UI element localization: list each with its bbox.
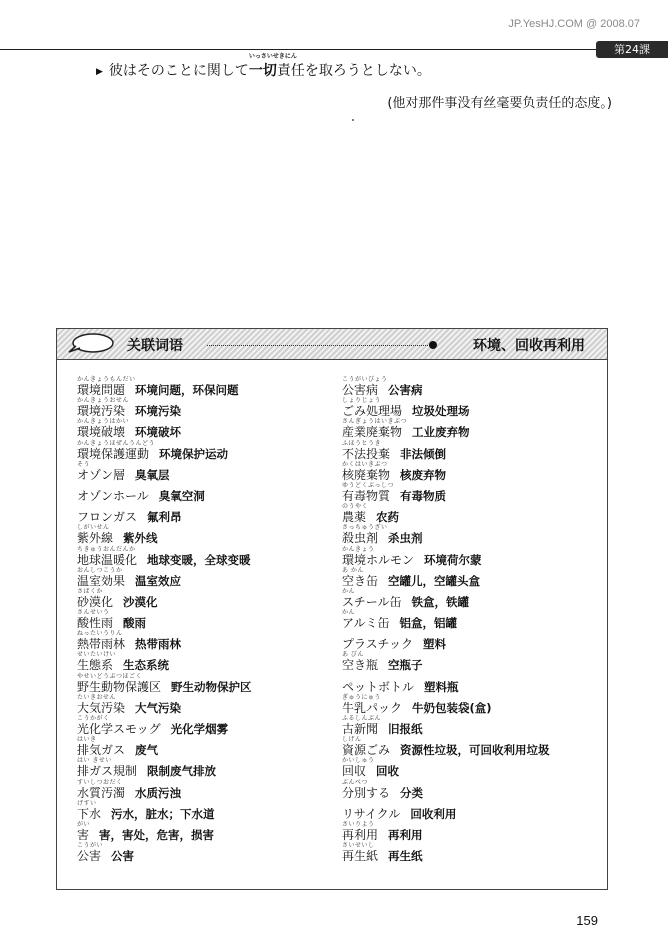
vocab-meaning: 回收利用: [410, 806, 457, 821]
vocab-topic: 环境、回收再利用: [473, 338, 585, 354]
vocab-word: 環境問題: [77, 383, 126, 397]
vocab-entry: [342, 589, 602, 610]
example-reading: いっさいせきにん: [248, 53, 297, 60]
vocab-entry: [342, 758, 602, 779]
vocab-entry: [342, 398, 602, 419]
vocab-reading: かんきょうほぜんうんどう: [77, 439, 156, 447]
vocab-reading: さっちゅうざい: [342, 524, 388, 532]
vocab-word: 資源ごみ: [342, 743, 391, 758]
header-rule: [0, 49, 596, 50]
vocab-word: 分別する: [342, 785, 391, 800]
vocab-word: 環境保護運動: [77, 446, 150, 461]
vocab-word: 温室効果: [77, 573, 126, 588]
vocab-meaning: 空罐儿，空罐头盒: [388, 573, 481, 588]
vocab-meaning: 光化学烟雾: [170, 722, 229, 736]
vocab-meaning: 再利用: [388, 827, 423, 842]
vocab-entry: [342, 695, 602, 716]
vocab-entry: [342, 377, 602, 398]
vocab-entry: [77, 737, 332, 758]
vocab-reading: かんきょうはかい: [77, 418, 130, 426]
vocab-word: 大気汚染: [77, 700, 126, 715]
page-number: 159: [576, 913, 598, 928]
vocab-meaning: 环境问题，环保问题: [135, 383, 239, 397]
vocab-meaning: 分类: [400, 785, 424, 800]
vocab-reading: かくはいきぶつ: [342, 460, 388, 468]
vocab-word: リサイクル: [342, 806, 401, 821]
vocab-meaning: 酸雨: [123, 616, 147, 631]
vocab-meaning: 环境荷尔蒙: [424, 552, 482, 567]
vocab-meaning: 旧报纸: [388, 722, 423, 736]
vocab-reading: しょりじょう: [342, 397, 382, 405]
vocab-entry: [342, 462, 602, 483]
example-after: 責任を取ろうとしない。: [276, 63, 431, 79]
vocab-meaning: 核废弃物: [400, 467, 447, 482]
vocab-reading: こうがい: [77, 842, 104, 850]
vocab-word: ペットボトル: [342, 679, 415, 694]
vocab-entry: [77, 568, 332, 589]
vocab-entry: [342, 441, 602, 462]
vocab-meaning: 再生纸: [388, 849, 423, 864]
vocab-reading: やせいどうぶつほごく: [77, 672, 143, 680]
vocab-meaning: 氟利昂: [147, 510, 182, 525]
vocab-meaning: 废气: [135, 743, 159, 758]
vocab-reading: さいせいし: [342, 842, 375, 850]
vocab-meaning: 公害病: [388, 383, 423, 397]
vocab-entry: [77, 589, 332, 610]
vocab-meaning: 牛奶包装袋(盒): [412, 700, 492, 715]
vocab-entry: [342, 716, 602, 737]
vocab-word: 殺虫剤: [342, 531, 379, 546]
vocab-word: アルミ缶: [342, 616, 390, 631]
vocab-reading: かんきょうおせん: [77, 397, 129, 405]
vocab-title: 关联词语: [127, 338, 183, 354]
vocab-entry: [342, 843, 602, 864]
vocab-reading: さいりよう: [342, 820, 375, 828]
vocab-word: 古新聞: [342, 722, 379, 736]
vocab-word: 光化学スモッグ: [77, 722, 161, 736]
vocab-reading: ぶんべつ: [342, 778, 368, 786]
vocab-reading: しげん: [342, 736, 362, 744]
vocab-entry: [342, 737, 602, 758]
vocab-column-left: [77, 377, 332, 864]
vocab-entry: [342, 652, 602, 673]
vocab-word: オゾン層: [77, 467, 126, 482]
vocab-reading: ふほうとうき: [342, 439, 382, 447]
vocab-header: [57, 329, 607, 360]
bullet-icon: ▶: [96, 67, 103, 77]
vocab-entry: [77, 441, 332, 462]
example-before: 彼はそのことに関して: [108, 63, 249, 79]
vocab-word: 害: [77, 827, 90, 842]
vocab-word: 排ガス規制: [77, 764, 138, 779]
vocab-reading: さんせいう: [77, 609, 110, 617]
lesson-tab: 第24課: [596, 41, 668, 58]
vocab-reading: かいしゅう: [342, 757, 375, 765]
example-emphasis: いっさいせきにん 一切: [248, 53, 297, 79]
vocab-word: 産業廃棄物: [342, 425, 403, 440]
vocab-meaning: 水质污浊: [135, 785, 182, 800]
vocab-entry: [77, 419, 332, 440]
vocab-entry: [77, 377, 332, 398]
vocab-meaning: 铝盒，铝罐: [399, 616, 458, 631]
vocab-reading: かん: [342, 587, 356, 595]
vocab-reading: あ びん: [342, 651, 364, 659]
vocab-meaning: 生态系统: [123, 658, 170, 673]
vocab-word: 紫外線: [77, 531, 114, 546]
vocab-meaning: 空瓶子: [388, 658, 423, 673]
vocab-word: 農薬: [342, 510, 367, 525]
vocab-meaning: 大气污染: [135, 700, 182, 715]
vocab-reading: そう: [77, 460, 91, 468]
vocab-word: 排気ガス: [77, 743, 126, 758]
vocab-reading: はい きせい: [77, 757, 112, 765]
vocab-meaning: 公害: [111, 849, 135, 864]
vocab-reading: せいたいけい: [77, 651, 117, 659]
vocab-meaning: 臭氧空洞: [158, 488, 205, 503]
vocab-word: 空き缶: [342, 573, 379, 588]
vocab-meaning: 铁盒，铁罐: [411, 594, 470, 609]
vocab-entry: [77, 398, 332, 419]
vocab-meaning: 农药: [376, 510, 400, 525]
vocab-meaning: 沙漠化: [123, 594, 158, 609]
vocab-word: 地球温暖化: [77, 552, 138, 567]
vocab-word: 回収: [342, 764, 367, 779]
vocab-reading: ちきゅうおんだんか: [77, 545, 136, 553]
vocab-reading: はいき: [77, 736, 97, 744]
vocab-reading: げすい: [77, 799, 97, 807]
vocab-entry: [77, 822, 332, 843]
vocab-entry: [77, 547, 332, 568]
vocab-entry: [342, 419, 602, 440]
vocab-meaning: 野生动物保护区: [171, 679, 252, 694]
vocab-reading: ぎゅうにゅう: [342, 693, 381, 701]
vocab-meaning: 地球变暖，全球变暖: [147, 552, 251, 567]
example-sentence: [96, 53, 431, 80]
vocab-meaning: 回收: [376, 764, 400, 779]
vocab-meaning: 有毒物质: [400, 488, 447, 503]
vocab-word: 牛乳パック: [342, 700, 403, 715]
speech-bubble-icon: [67, 332, 115, 354]
vocab-meaning: 害，害处，危害，损害: [99, 827, 215, 842]
vocab-reading: がい: [77, 820, 91, 828]
vocab-word: 砂漠化: [77, 594, 114, 609]
vocab-word: 空き瓶: [342, 658, 379, 673]
vocab-meaning: 限制废气排放: [147, 764, 217, 779]
vocab-word: フロンガス: [77, 510, 138, 525]
stray-dot: [352, 119, 354, 121]
vocab-entry: [77, 504, 332, 525]
vocab-reading: のうやく: [342, 503, 369, 511]
vocab-meaning: 垃圾处理场: [412, 404, 470, 419]
vocab-word: 環境汚染: [77, 404, 126, 419]
vocab-entry: [77, 652, 332, 673]
vocab-word: 環境破壊: [77, 425, 126, 440]
vocab-entry: [342, 801, 602, 822]
vocab-word: 公害: [77, 849, 102, 864]
vocab-entry: [342, 610, 602, 631]
header-dot-icon: [429, 341, 437, 349]
vocab-reading: こうかがく: [77, 715, 110, 722]
vocab-reading: さばくか: [77, 587, 104, 595]
vocab-meaning: 工业废弃物: [412, 425, 470, 440]
vocab-reading: こうがいびょう: [342, 376, 388, 383]
vocab-reading: かんきょう: [342, 545, 375, 553]
vocab-word: 熱帯雨林: [77, 637, 126, 652]
vocab-reading: しがいせん: [77, 524, 110, 532]
vocab-reading: あ かん: [342, 566, 364, 574]
vocab-meaning: 温室效应: [135, 573, 182, 588]
vocab-meaning: 紫外线: [123, 531, 158, 546]
vocab-column-right: [342, 377, 602, 864]
vocab-entry: [77, 631, 332, 652]
vocab-word: スチール缶: [342, 594, 402, 609]
vocab-entry: [342, 631, 602, 652]
vocab-word: 公害病: [342, 383, 379, 397]
vocab-reading: さんぎょうはいきぶつ: [342, 418, 408, 426]
vocab-word: ごみ処理場: [342, 404, 403, 419]
vocab-entry: [342, 547, 602, 568]
vocab-meaning: 环境保护运动: [159, 446, 229, 461]
vocab-word: 不法投棄: [342, 446, 391, 461]
vocab-entry: [77, 525, 332, 546]
vocab-word: 有毒物質: [342, 488, 391, 503]
vocab-word: 再利用: [342, 827, 379, 842]
vocab-entry: [342, 504, 602, 525]
vocab-entry: [77, 716, 332, 737]
vocab-entry: [77, 758, 332, 779]
watermark: JP.YesHJ.COM @ 2008.07: [508, 18, 640, 30]
vocab-word: プラスチック: [342, 637, 414, 652]
vocab-entry: [77, 462, 332, 483]
vocab-entry: [342, 568, 602, 589]
vocab-word: 下水: [77, 806, 102, 821]
vocab-reading: かん: [342, 609, 356, 617]
vocab-meaning: 资源性垃圾，可回收利用垃圾: [400, 743, 550, 758]
vocab-meaning: 杀虫剂: [388, 531, 423, 546]
vocab-meaning: 环境污染: [135, 404, 182, 419]
vocab-meaning: 塑料瓶: [424, 679, 459, 694]
vocab-entry: [77, 695, 332, 716]
vocab-entry: [342, 483, 602, 504]
vocab-word: 生態系: [77, 658, 114, 673]
vocab-entry: [77, 610, 332, 631]
vocab-meaning: 热带雨林: [135, 637, 182, 652]
vocab-entry: [77, 483, 332, 504]
vocab-word: 酸性雨: [77, 616, 114, 631]
vocab-entry: [77, 780, 332, 801]
vocab-meaning: 臭氧层: [135, 467, 170, 482]
vocab-reading: たいきおせん: [77, 693, 116, 701]
example-translation: (他对那件事没有丝毫要负责任的态度。): [387, 96, 612, 111]
vocab-word: 環境ホルモン: [342, 552, 415, 567]
vocab-reading: ゆうどくぶっしつ: [342, 481, 395, 489]
vocab-reading: ねったいうりん: [77, 630, 123, 638]
vocab-meaning: 非法倾倒: [400, 446, 447, 461]
vocab-word: 再生紙: [342, 849, 379, 864]
vocab-reading: かんきょうもんだい: [77, 376, 136, 383]
vocab-word: 核廃棄物: [342, 467, 391, 482]
vocab-entry: [342, 674, 602, 695]
related-vocabulary-box: [56, 328, 608, 890]
vocab-reading: ふるしんぶん: [342, 715, 382, 722]
vocab-entry: [342, 822, 602, 843]
vocab-meaning: 环境破坏: [135, 425, 182, 440]
vocab-reading: おんしつこうか: [77, 566, 123, 574]
vocab-entry: [342, 525, 602, 546]
vocab-reading: すいしつおだく: [77, 778, 123, 786]
vocab-entry: [342, 780, 602, 801]
vocab-entry: [77, 801, 332, 822]
vocab-word: 野生動物保護区: [77, 679, 162, 694]
vocab-meaning: 塑料: [423, 637, 447, 652]
vocab-entry: [77, 674, 332, 695]
vocab-entry: [77, 843, 332, 864]
vocab-word: 水質汚濁: [77, 785, 126, 800]
header-dotted-line: [207, 345, 432, 346]
vocab-word: オゾンホール: [77, 488, 149, 503]
vocab-meaning: 污水，脏水；下水道: [111, 806, 215, 821]
